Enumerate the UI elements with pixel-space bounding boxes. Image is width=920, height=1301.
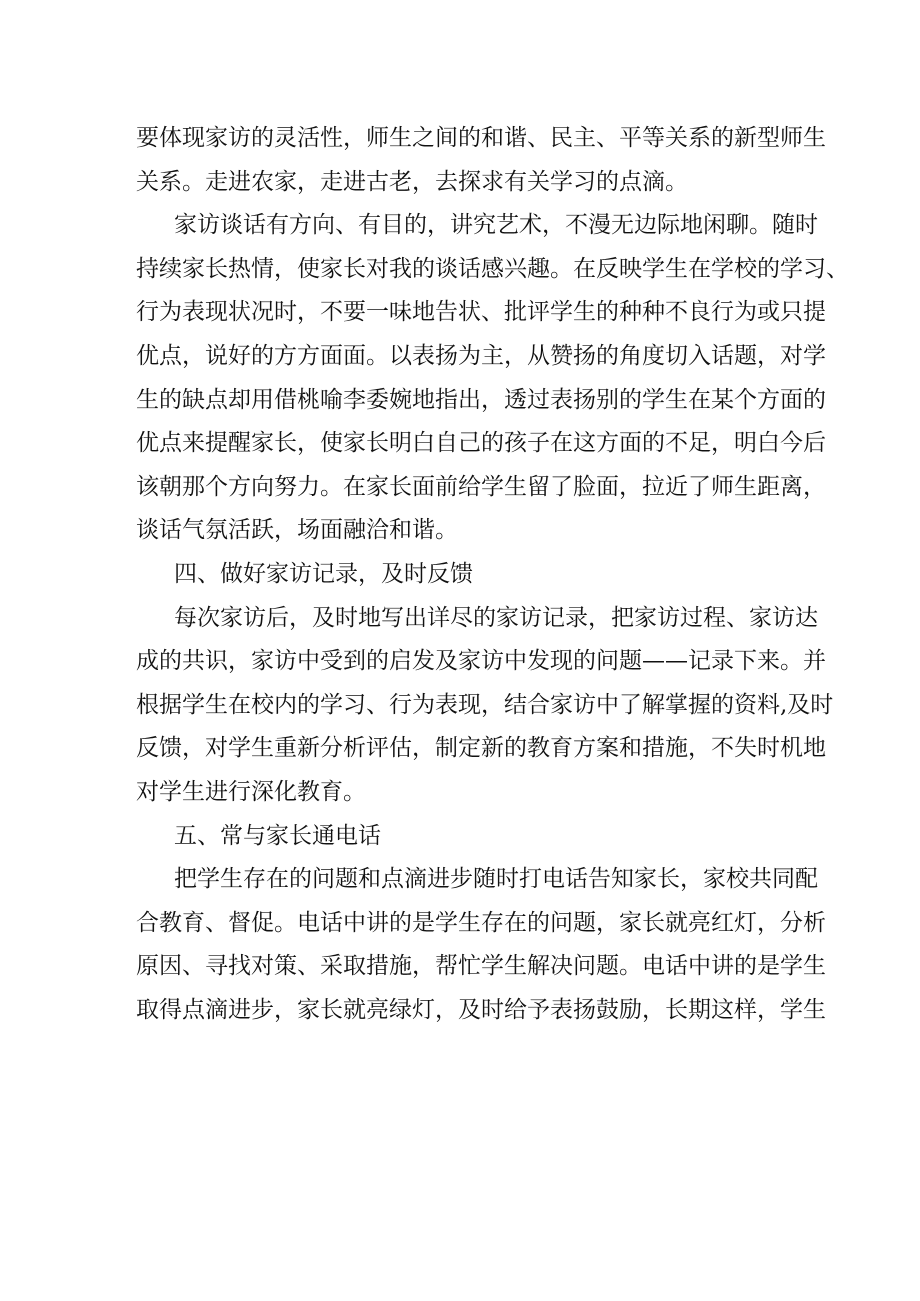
paragraph-start-line: 每次家访后，及时地写出详尽的家访记录，把家访过程、家访达 [174,604,818,631]
text-line: 合教育、督促。电话中讲的是学生存在的问题，家长就亮红灯，分析 [136,909,826,936]
text-line: 优点来提醒家长，使家长明白自己的孩子在这方面的不足，明白今后 [136,430,826,457]
text-line: 关系。走进农家，走进古老，去探求有关学习的点滴。 [136,168,688,195]
text-line: 取得点滴进步，家长就亮绿灯，及时给予表扬鼓励，长期这样，学生 [136,996,826,1023]
text-line: 行为表现状况时，不要一味地告状、批评学生的种种不良行为或只提 [136,299,826,326]
paragraph-start-line: 家访谈话有方向、有目的，讲究艺术，不漫无边际地闲聊。随时 [174,212,818,239]
text-line: 优点，说好的方方面面。以表扬为主，从赞扬的角度切入话题，对学 [136,342,826,369]
paragraph-start-line: 把学生存在的问题和点滴进步随时打电话告知家长，家校共同配 [174,866,818,893]
text-line: 反馈，对学生重新分析评估，制定新的教育方案和措施，不失时机地 [136,735,826,762]
text-line: 成的共识，家访中受到的启发及家访中发现的问题——记录下来。并 [136,648,826,675]
text-line: 该朝那个方向努力。在家长面前给学生留了脸面，拉近了师生距离， [136,473,826,500]
text-line: 生的缺点却用借桃喻李委婉地指出，透过表扬别的学生在某个方面的 [136,386,826,413]
text-line: 持续家长热情，使家长对我的谈话感兴趣。在反映学生在学校的学习、 [136,255,849,282]
document-body [136,117,849,1032]
text-line: 根据学生在校内的学习、行为表现，结合家访中了解掌握的资料,及时 [136,691,834,718]
text-line: 对学生进行深化教育。 [136,778,366,805]
text-line: 原因、寻找对策、采取措施，帮忙学生解决问题。电话中讲的是学生 [136,953,826,980]
text-line: 谈话气氛活跃，场面融洽和谐。 [136,517,458,544]
text-line: 要体现家访的灵活性，师生之间的和谐、民主、平等关系的新型师生 [136,125,826,151]
section-heading: 五、常与家长通电话 [174,822,381,849]
section-heading: 四、做好家访记录，及时反馈 [174,560,473,587]
